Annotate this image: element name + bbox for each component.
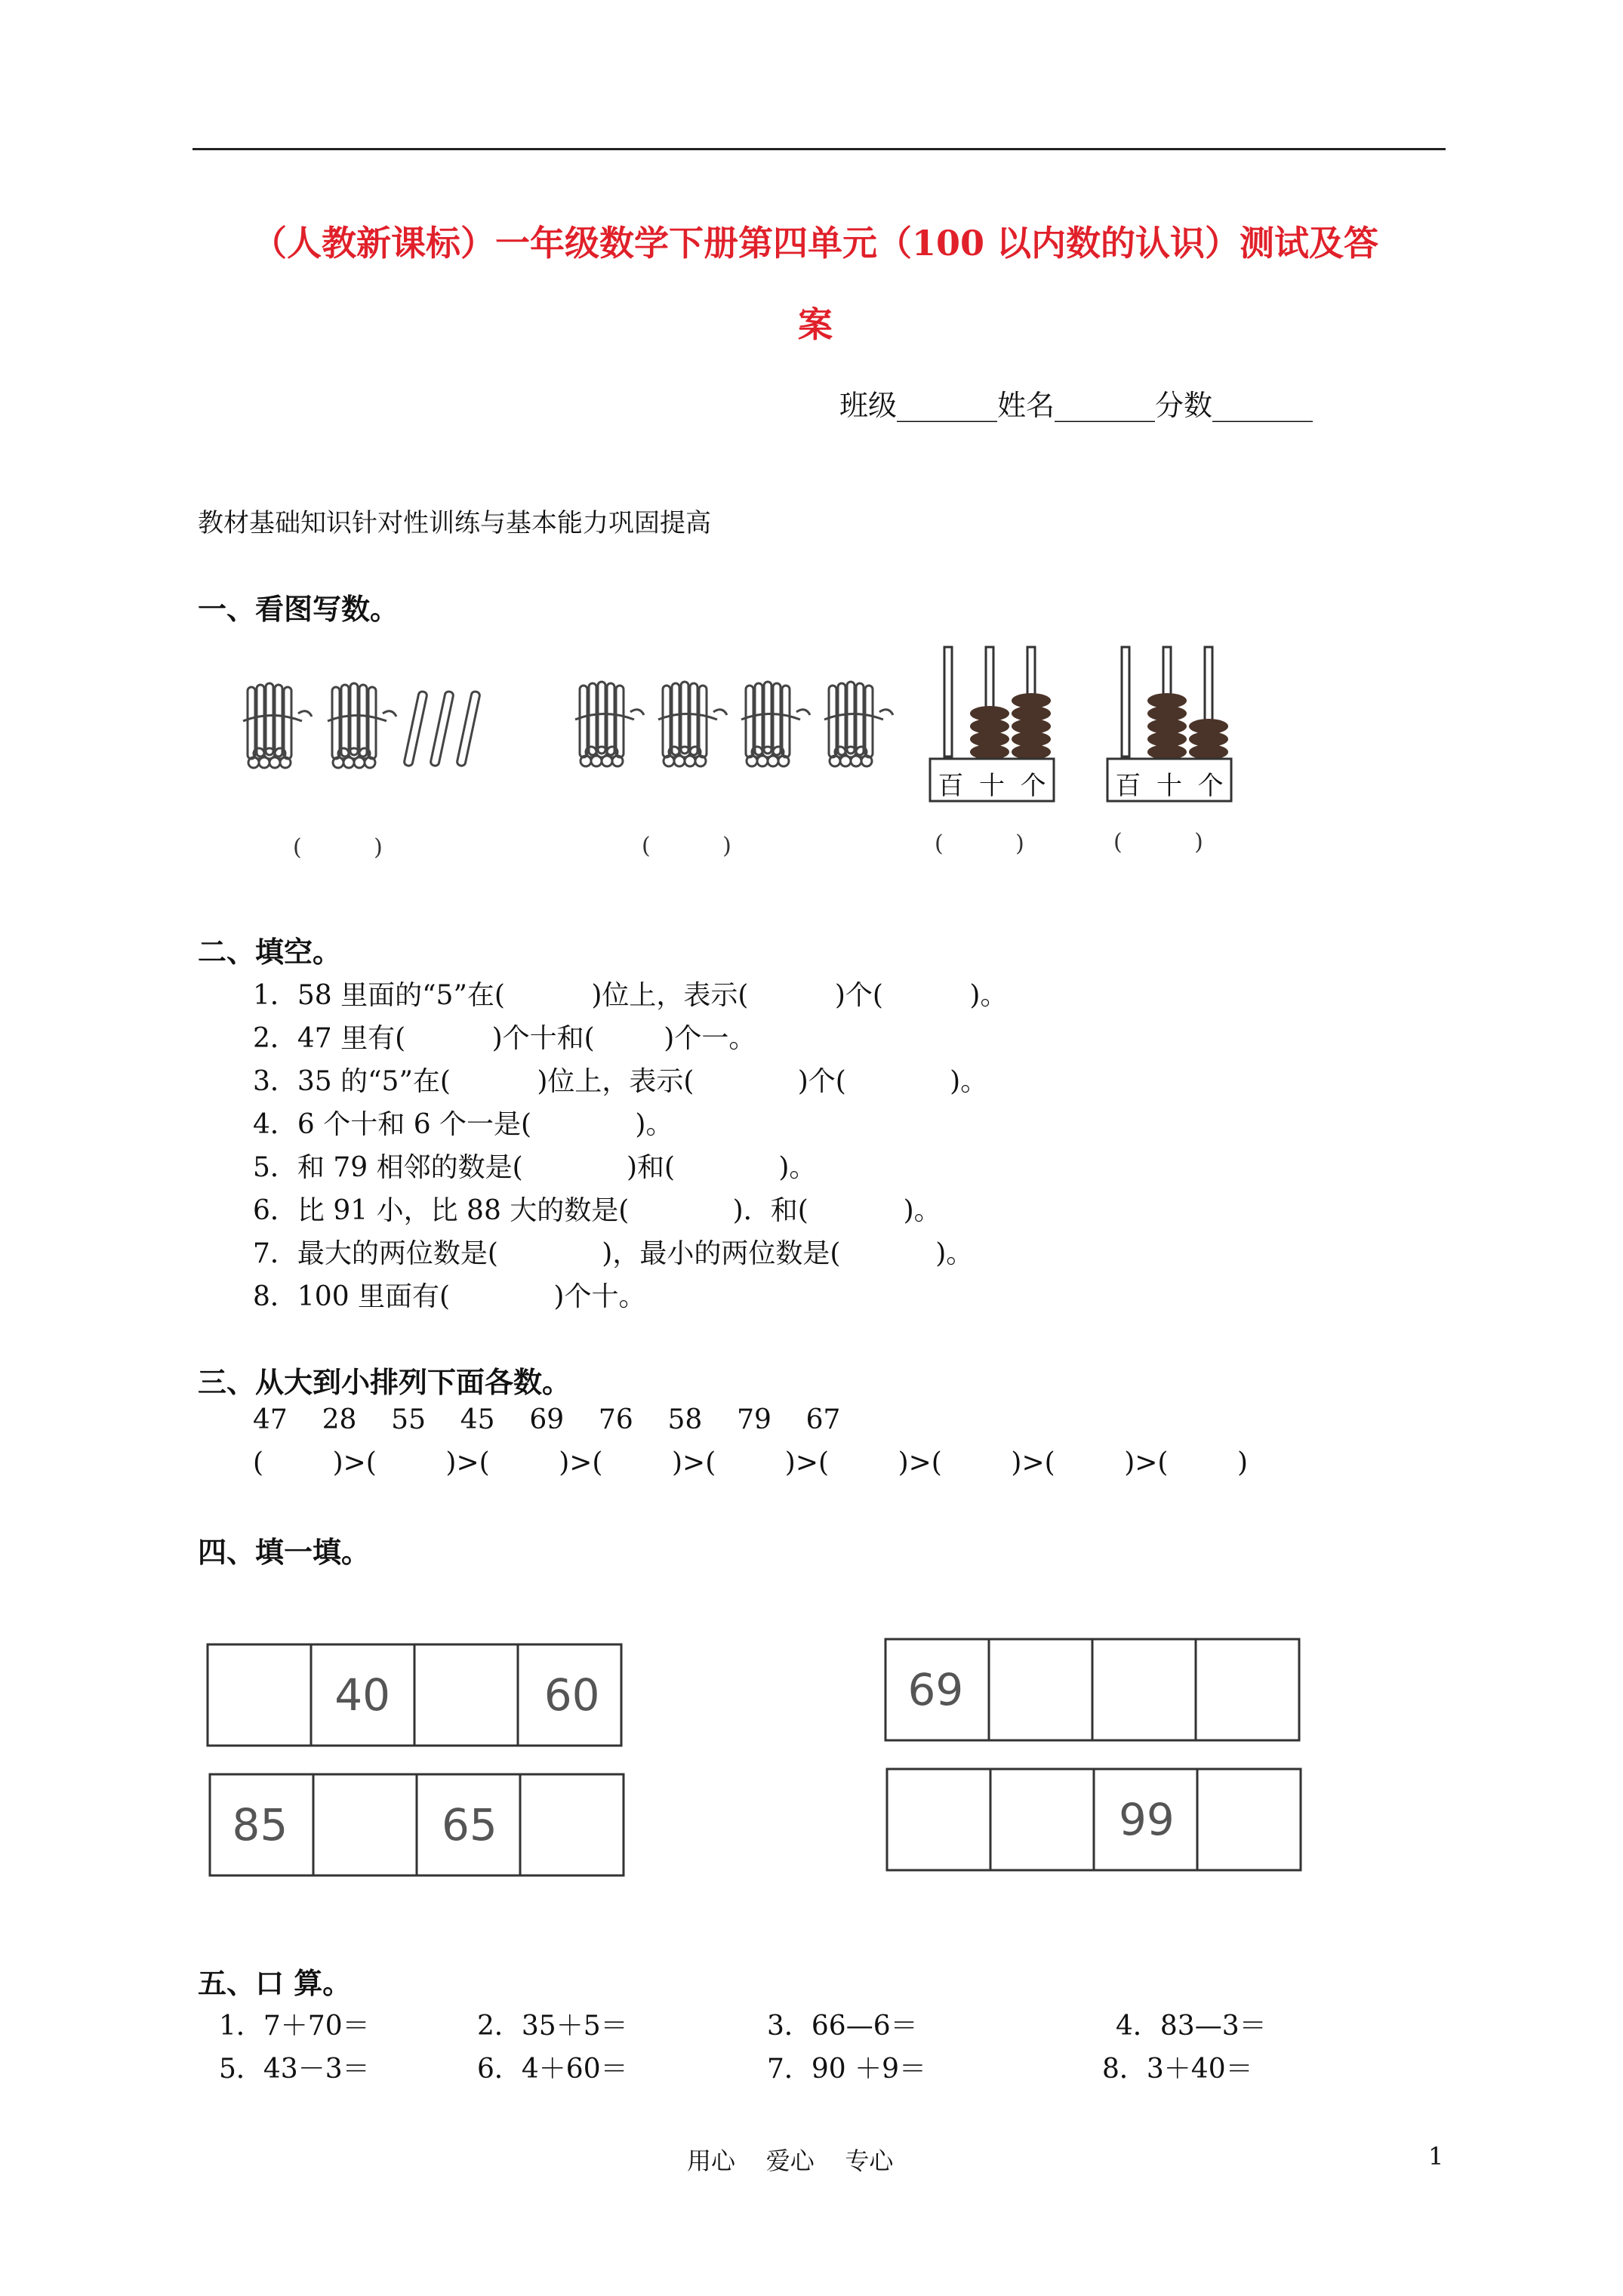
grid-cell[interactable] xyxy=(885,1767,990,1872)
bundle-of-ten-icon xyxy=(328,683,396,768)
grid-cell[interactable]: 60 xyxy=(544,1669,600,1721)
bundle-of-ten-icon xyxy=(575,682,644,766)
abacus-label-tens: 十 xyxy=(978,771,1005,801)
number-grid-b-values xyxy=(208,1772,627,1878)
grid-cell[interactable] xyxy=(1093,1637,1198,1743)
fill-item-6: 6．比 91 小，比 88 大的数是( )．和( )。 xyxy=(253,1195,941,1226)
abacus-1 xyxy=(929,646,1057,804)
section5-heading: 五、口 算。 xyxy=(198,1966,352,2000)
bundle-of-ten-icon xyxy=(824,682,893,766)
answer-blank-1[interactable]: ( ) xyxy=(293,834,383,861)
calc-8: 8．3＋40＝ xyxy=(1102,2054,1253,2085)
bundle-of-ten-icon xyxy=(658,682,727,766)
abacus-label-ones: 个 xyxy=(1197,771,1224,801)
answer-blank-2[interactable]: ( ) xyxy=(642,833,731,859)
ordering-blanks[interactable]: ( )>( )>( )>( )>( )>( )>( )>( )>( ) xyxy=(253,1447,1249,1478)
grid-cell[interactable] xyxy=(313,1772,417,1878)
grid-cell[interactable]: 65 xyxy=(441,1799,497,1851)
grid-cell[interactable]: 99 xyxy=(1118,1794,1175,1845)
fill-item-7: 7．最大的两位数是( )，最小的两位数是( )。 xyxy=(253,1238,974,1269)
class-name-score-line: 班级_______姓名_______分数_______ xyxy=(839,389,1313,422)
grid-cell[interactable]: 85 xyxy=(232,1799,288,1851)
grid-cell[interactable] xyxy=(1199,1767,1304,1872)
abacus-label-hundreds: 百 xyxy=(1115,771,1141,801)
bundle-of-ten-icon xyxy=(243,683,312,768)
numbers-to-order: 47 28 55 45 69 76 58 79 67 xyxy=(253,1404,841,1435)
stick-icon xyxy=(457,691,481,766)
grid-cell[interactable]: 69 xyxy=(907,1664,964,1715)
abacus-2 xyxy=(1106,646,1234,804)
stick-icon xyxy=(430,691,454,766)
calc-6: 6．4＋60＝ xyxy=(477,2054,628,2085)
sticks-figure-1 xyxy=(226,676,513,781)
grid-cell[interactable] xyxy=(1197,1637,1302,1743)
answer-blank-3[interactable]: ( ) xyxy=(935,831,1024,857)
calc-5: 5．43－3＝ xyxy=(219,2054,370,2085)
grid-cell[interactable] xyxy=(522,1772,627,1878)
abacus-beads xyxy=(970,693,1051,760)
number-grid-a-values xyxy=(205,1642,624,1748)
subtitle: 教材基础知识针对性训练与基本能力巩固提高 xyxy=(198,508,711,538)
page-title-line1: （人教新课标）一年级数学下册第四单元（100 以内数的认识）测试及答 xyxy=(251,223,1379,264)
page-number: 1 xyxy=(1428,2142,1444,2171)
fill-item-3: 3．35 的“5”在( )位上，表示( )个( )。 xyxy=(253,1066,988,1097)
grid-cell[interactable] xyxy=(990,1767,1095,1872)
abacus-beads xyxy=(1147,693,1228,760)
calc-7: 7．90 ＋9＝ xyxy=(767,2054,927,2085)
grid-cell[interactable] xyxy=(415,1642,520,1748)
abacus-label-ones: 个 xyxy=(1020,771,1046,801)
calc-4: 4．83—3＝ xyxy=(1116,2011,1267,2042)
footer-motto: 用心 爱心 专心 xyxy=(687,2147,894,2175)
grid-cell[interactable] xyxy=(205,1642,310,1748)
section4-heading: 四、填一填。 xyxy=(198,1535,371,1569)
fill-item-8: 8．100 里面有( )个十。 xyxy=(253,1281,646,1312)
answer-blank-4[interactable]: ( ) xyxy=(1113,829,1203,855)
number-grid-d-values xyxy=(885,1767,1304,1872)
stick-icon xyxy=(404,691,428,766)
number-grid-c-values xyxy=(883,1637,1302,1743)
sticks-figure-2 xyxy=(559,674,913,780)
calc-1: 1．7＋70＝ xyxy=(219,2011,370,2042)
fill-item-2: 2．47 里有( )个十和( )个一。 xyxy=(253,1023,756,1054)
abacus-label-tens: 十 xyxy=(1156,771,1182,801)
bundle-of-ten-icon xyxy=(741,682,810,766)
grid-cell[interactable] xyxy=(988,1637,1093,1743)
section2-heading: 二、填空。 xyxy=(198,935,342,969)
calc-3: 3．66—6＝ xyxy=(767,2011,918,2042)
abacus-label-hundreds: 百 xyxy=(938,771,964,801)
section3-heading: 三、从大到小排列下面各数。 xyxy=(198,1365,571,1399)
calc-2: 2．35＋5＝ xyxy=(477,2011,628,2042)
fill-item-1: 1．58 里面的“5”在( )位上，表示( )个( )。 xyxy=(253,980,1008,1011)
top-rule xyxy=(192,148,1446,150)
section1-heading: 一、看图写数。 xyxy=(198,592,399,626)
fill-item-5: 5．和 79 相邻的数是( )和( )。 xyxy=(253,1152,817,1183)
page-title-line2: 案 xyxy=(798,304,833,345)
grid-cell[interactable]: 40 xyxy=(334,1669,391,1721)
fill-item-4: 4．6 个十和 6 个一是( )。 xyxy=(253,1109,673,1140)
